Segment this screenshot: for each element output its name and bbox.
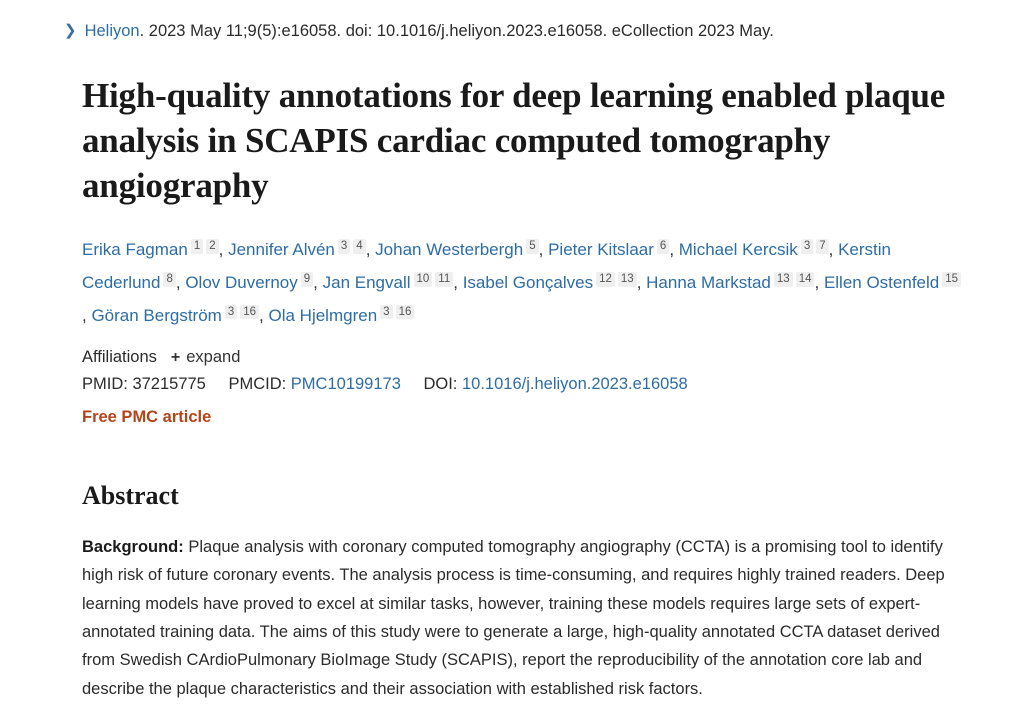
author-link[interactable]: Ola Hjelmgren (268, 305, 378, 325)
doi-label: DOI: (423, 375, 458, 394)
author-link[interactable]: Erika Fagman (82, 240, 188, 260)
article-page (64, 0, 982, 720)
affiliation-superscript[interactable]: 15 (942, 272, 961, 287)
affiliations-row (82, 348, 982, 367)
affiliation-superscript[interactable]: 9 (301, 272, 313, 287)
affiliation-superscript[interactable]: 5 (526, 239, 538, 254)
affiliation-superscript[interactable]: 2 (206, 239, 218, 254)
plus-icon: + (170, 348, 181, 366)
author-link[interactable]: Ellen Ostenfeld (823, 272, 940, 292)
author-separator: , (218, 240, 229, 260)
affiliation-superscript[interactable]: 10 (414, 272, 433, 287)
abstract-background-text: Plaque analysis with coronary computed tomography angiography (CCTA) is a promising tool to identify high risk of future coronary events. The analysis process is time-consuming, and requires highly trained readers. Deep learning models have proved to excel at similar tasks, however, training these models requires large sets of expert-annotated training data. The aims of this study were to generate a large, high-quality annotated CCTA dataset derived from Swedish CArdioPulmonary BioImage Study (SCAPIS), report the reproducibility of the annotation core lab and describe the plaque characteristics and their association with established risk factors. (82, 537, 945, 698)
author-link[interactable]: Göran Bergström (91, 305, 222, 325)
pmcid-label: PMCID: (228, 375, 287, 394)
expand-label: expand (186, 348, 241, 367)
author-separator: , (453, 272, 463, 292)
author-separator: , (828, 240, 839, 260)
citation-details: . 2023 May 11;9(5):e16058. doi: 10.1016/j.heliyon.2023.e16058. eCollection 2023 May. (139, 22, 774, 40)
affiliation-superscript[interactable]: 3 (380, 305, 392, 320)
citation-line (64, 20, 982, 44)
identifiers-row (82, 375, 982, 394)
affiliation-superscript[interactable]: 13 (618, 272, 637, 287)
affiliation-superscript[interactable]: 12 (596, 272, 615, 287)
doi-link[interactable]: 10.1016/j.heliyon.2023.e16058 (461, 375, 688, 394)
author-link[interactable]: Hanna Markstad (646, 272, 771, 292)
affiliation-superscript[interactable]: 13 (774, 272, 793, 287)
author-separator: , (365, 240, 376, 260)
author-link[interactable]: Kerstin Cederlund (82, 240, 891, 292)
left-rail (0, 0, 6, 713)
journal-link[interactable]: Heliyon (84, 22, 140, 40)
affiliation-superscript[interactable]: 1 (191, 239, 203, 254)
author-link[interactable]: Michael Kercsik (678, 240, 798, 260)
affiliation-superscript[interactable]: 7 (816, 239, 828, 254)
author-link[interactable]: Johan Westerbergh (375, 240, 524, 260)
author-separator: , (814, 272, 824, 292)
affiliation-superscript[interactable]: 3 (338, 239, 350, 254)
author-link[interactable]: Jan Engvall (322, 272, 411, 292)
page-title: High-quality annotations for deep learning enabled plaque analysis in SCAPIS cardiac computed tomography angiography (82, 75, 946, 205)
author-link[interactable]: Isabel Gonçalves (462, 272, 594, 292)
abstract-background-label: Background: (82, 537, 184, 556)
expand-affiliations-button[interactable] (171, 348, 240, 367)
author-separator: , (313, 272, 323, 292)
pmcid-link[interactable]: PMC10199173 (290, 375, 401, 394)
author-separator: , (669, 240, 679, 260)
author-separator: , (82, 305, 92, 325)
affiliation-superscript[interactable]: 11 (435, 272, 453, 287)
abstract-heading: Abstract (82, 481, 179, 511)
affiliation-superscript[interactable]: 6 (657, 239, 669, 254)
author-link[interactable]: Pieter Kitslaar (548, 240, 654, 260)
affiliation-superscript[interactable]: 4 (353, 239, 365, 254)
abstract-body (82, 533, 962, 703)
author-separator: , (538, 240, 549, 260)
affiliation-superscript[interactable]: 3 (801, 239, 813, 254)
affiliation-superscript[interactable]: 3 (225, 305, 237, 320)
pmid-label: PMID: (82, 375, 128, 394)
author-link[interactable]: Jennifer Alvén (228, 240, 335, 260)
author-list (82, 234, 962, 332)
author-separator: , (259, 305, 269, 325)
free-pmc-article-link[interactable]: Free PMC article (82, 408, 212, 427)
affiliation-superscript[interactable]: 16 (240, 305, 259, 320)
author-separator: , (175, 272, 186, 292)
affiliation-superscript[interactable]: 8 (163, 272, 175, 287)
pmid-value: 37215775 (132, 375, 206, 394)
chevron-right-icon[interactable]: ❯ (64, 22, 77, 39)
author-separator: , (636, 272, 647, 292)
affiliations-label: Affiliations (82, 348, 157, 367)
author-link[interactable]: Olov Duvernoy (185, 272, 298, 292)
affiliation-superscript[interactable]: 16 (396, 305, 415, 320)
affiliation-superscript[interactable]: 14 (796, 272, 815, 287)
